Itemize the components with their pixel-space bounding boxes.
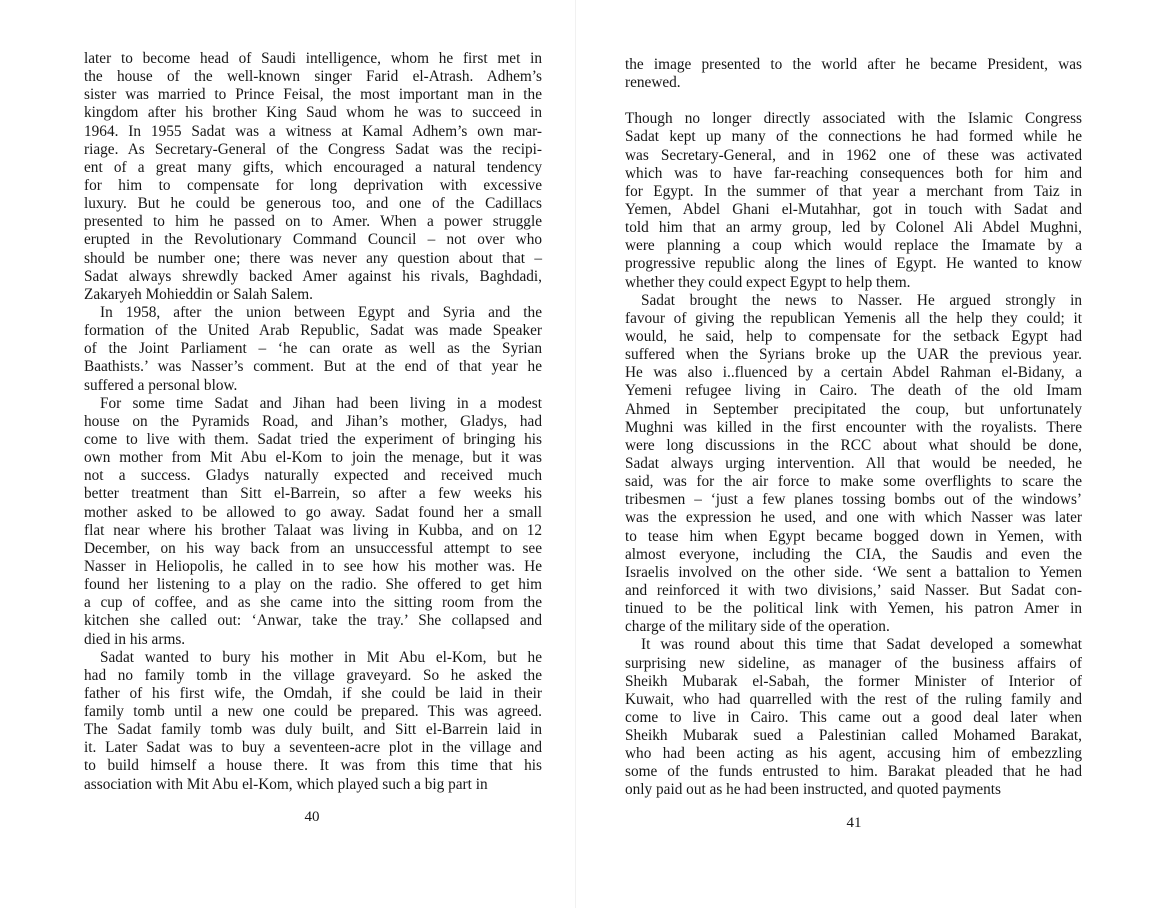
text-line: father of his first wife, the Omdah, if she could be laid in their xyxy=(84,684,542,702)
left-page-body-text xyxy=(84,50,542,794)
text-line: tinued to be the political link with Yemen, his patron Amer in xyxy=(625,600,1082,618)
text-line: Sheikh Mubarak el-Sabah, the former Minister of Interior of xyxy=(625,672,1082,690)
text-line: were long discussions in the RCC about what should be done, xyxy=(625,436,1082,454)
text-line: would, he said, help to compensate for the setback Egypt had xyxy=(625,327,1082,345)
text-line: association with Mit Abu el-Kom, which played such a big part in xyxy=(84,775,488,793)
text-line: some of the funds entrusted to him. Barakat pleaded that he had xyxy=(625,763,1082,781)
text-line: favour of giving the republican Yemenis all the help they could; it xyxy=(625,309,1082,327)
text-line: Israelis involved on the other side. ‘We sent a battalion to Yemen xyxy=(625,563,1082,581)
text-line: the image presented to the world after he became President, was xyxy=(625,56,1082,73)
text-line: The Sadat family tomb was duly built, and Sitt el-Barrein laid in xyxy=(84,721,542,739)
text-line: presented to him he passed on to Amer. When a power struggle xyxy=(84,213,542,231)
text-line: sister was married to Prince Feisal, the most important man in the xyxy=(84,86,542,104)
text-line: charge of the military side of the operation. xyxy=(625,618,890,636)
text-line: Mughni was killed in the first encounter with the royalists. There xyxy=(625,418,1082,436)
text-line: who had been acting as his agent, accusing him of embezzling xyxy=(625,745,1082,763)
text-line: surprising new sideline, as manager of the business affairs of xyxy=(625,654,1082,672)
text-line: to tease him when Egypt became bogged down in Yemen, with xyxy=(625,527,1082,545)
text-line: to build himself a house there. It was from this time that his xyxy=(84,757,542,775)
text-line: luxury. But he could be generous too, and one of the Cadillacs xyxy=(84,195,542,213)
text-line: For some time Sadat and Jihan had been living in a modest xyxy=(100,394,542,412)
text-line: found her listening to a play on the radio. She offered to get him xyxy=(84,576,542,594)
right-page-body-text xyxy=(625,56,1082,800)
text-line: renewed. xyxy=(625,74,681,92)
text-line: which was to have far-reaching consequences both for him and xyxy=(625,164,1082,182)
text-line: Sadat kept up many of the connections he had formed while he xyxy=(625,128,1082,146)
text-line: Sadat always urging intervention. All that would be needed, he xyxy=(625,454,1082,472)
text-line: Sadat always shrewdly backed Amer against his rivals, Baghdadi, xyxy=(84,267,542,285)
text-line: almost everyone, including the CIA, the Saudis and even the xyxy=(625,545,1082,563)
text-line: tribesmen – ‘just a few planes tossing bombs out of the windows’ xyxy=(625,491,1082,509)
text-line: Ahmed in September precipitated the coup, but unfortunately xyxy=(625,400,1082,418)
text-line: suffered a personal blow. xyxy=(84,376,238,394)
text-line: erupted in the Revolutionary Command Council – not over who xyxy=(84,231,542,249)
text-line: riage. As Secretary-General of the Congress Sadat was the recipi- xyxy=(84,140,542,158)
text-line: mother asked to be allowed to go away. Sadat found her a small xyxy=(84,503,542,521)
text-line: kingdom after his brother King Saud whom he was to succeed in xyxy=(84,104,542,122)
text-line: Though no longer directly associated with the Islamic Congress xyxy=(625,110,1082,128)
text-line: In 1958, after the union between Egypt and Syria and the xyxy=(100,303,542,321)
text-line: Nasser in Heliopolis, he called in to see how his mother was. He xyxy=(84,557,542,575)
text-line: died in his arms. xyxy=(84,630,186,648)
text-line: Sheikh Mubarak sued a Palestinian called Mohamed Barakat, xyxy=(625,727,1082,745)
left-page-number: 40 xyxy=(304,809,320,825)
text-line: whether they could expect Egypt to help them. xyxy=(625,273,911,291)
text-line: told him that an army group, led by Colonel Ali Abdel Mughni, xyxy=(625,219,1082,237)
text-line: of the Joint Parliament – ‘he can orate as well as the Syrian xyxy=(84,340,542,358)
text-line: flat near where his brother Talaat was living in Kubba, and on 12 xyxy=(84,521,542,539)
text-line: It was round about this time that Sadat developed a somewhat xyxy=(641,636,1082,654)
text-line: Zakaryeh Mohieddin or Salah Salem. xyxy=(84,285,313,303)
text-line: house on the Pyramids Road, and Jihan’s mother, Gladys, had xyxy=(84,412,542,430)
text-line: had no family tomb in the village graveyard. So he asked the xyxy=(84,666,542,684)
text-line: were planning a coup which would replace the Imamate by a xyxy=(625,237,1082,255)
text-line: formation of the United Arab Republic, Sadat was made Speaker xyxy=(84,322,542,340)
text-line: said, was for the air force to make some overflights to scare the xyxy=(625,473,1082,491)
text-line: own mother from Mit Abu el-Kom to join the menage, but it was xyxy=(84,449,542,467)
text-line: Yemen, Abdel Ghani el-Mutahhar, got in touch with Sadat and xyxy=(625,200,1082,218)
text-line: Kuwait, who had quarrelled with the rest of the ruling family and xyxy=(625,690,1082,708)
text-line: was the expression he used, and one with which Nasser was later xyxy=(625,509,1082,527)
text-line: the house of the well-known singer Farid el-Atrash. Adhem’s xyxy=(84,68,542,86)
text-line: not a success. Gladys naturally expected and received much xyxy=(84,467,542,485)
text-line: later to become head of Saudi intelligence, whom he first met in xyxy=(84,50,542,67)
text-line: come to live with them. Sadat tried the experiment of bringing his xyxy=(84,430,542,448)
text-line: only paid out as he had been instructed, and quoted payments xyxy=(625,781,1001,799)
text-line: for him to compensate for long deprivation with excessive xyxy=(84,176,542,194)
text-line: for Egypt. In the summer of that year a merchant from Taiz in xyxy=(625,182,1082,200)
text-line: Sadat wanted to bury his mother in Mit Abu el-Kom, but he xyxy=(100,648,542,666)
text-line: should be number one; there was never any question about that – xyxy=(84,249,542,267)
text-line: a cup of coffee, and as she came into the sitting room from the xyxy=(84,594,542,612)
right-page-number: 41 xyxy=(846,815,862,831)
text-line: Baathists.’ was Nasser’s comment. But at the end of that year he xyxy=(84,358,542,376)
text-line: kitchen she called out: ‘Anwar, take the tray.’ She collapsed and xyxy=(84,612,542,630)
text-line: suffered when the Syrians broke up the UAR the previous year. xyxy=(625,346,1082,364)
text-line: better treatment than Sitt el-Barrein, so after a few weeks his xyxy=(84,485,542,503)
text-line: 1964. In 1955 Sadat was a witness at Kamal Adhem’s own mar- xyxy=(84,122,542,140)
text-line: it. Later Sadat was to buy a seventeen-acre plot in the village and xyxy=(84,739,542,757)
text-line: was Secretary-General, and in 1962 one of these was activated xyxy=(625,146,1082,164)
text-line: Yemeni refugee living in Cairo. The death of the old Imam xyxy=(625,382,1082,400)
text-line: ent of a great many gifts, which encouraged a natural tendency xyxy=(84,158,542,176)
text-line: progressive republic along the lines of Egypt. He wanted to know xyxy=(625,255,1082,273)
text-line: come to live in Cairo. This came out a good deal later when xyxy=(625,708,1082,726)
text-line: December, on his way back from an unsuccessful attempt to see xyxy=(84,539,542,557)
right-page xyxy=(575,0,1150,908)
text-line: family tomb until a new one could be prepared. This was agreed. xyxy=(84,703,542,721)
text-line: and reinforced it with two divisions,’ said Nasser. But Sadat con- xyxy=(625,581,1082,599)
text-line: He was also i..fluenced by a certain Abdel Rahman el-Bidany, a xyxy=(625,364,1082,382)
text-line: Sadat brought the news to Nasser. He argued strongly in xyxy=(641,291,1082,309)
